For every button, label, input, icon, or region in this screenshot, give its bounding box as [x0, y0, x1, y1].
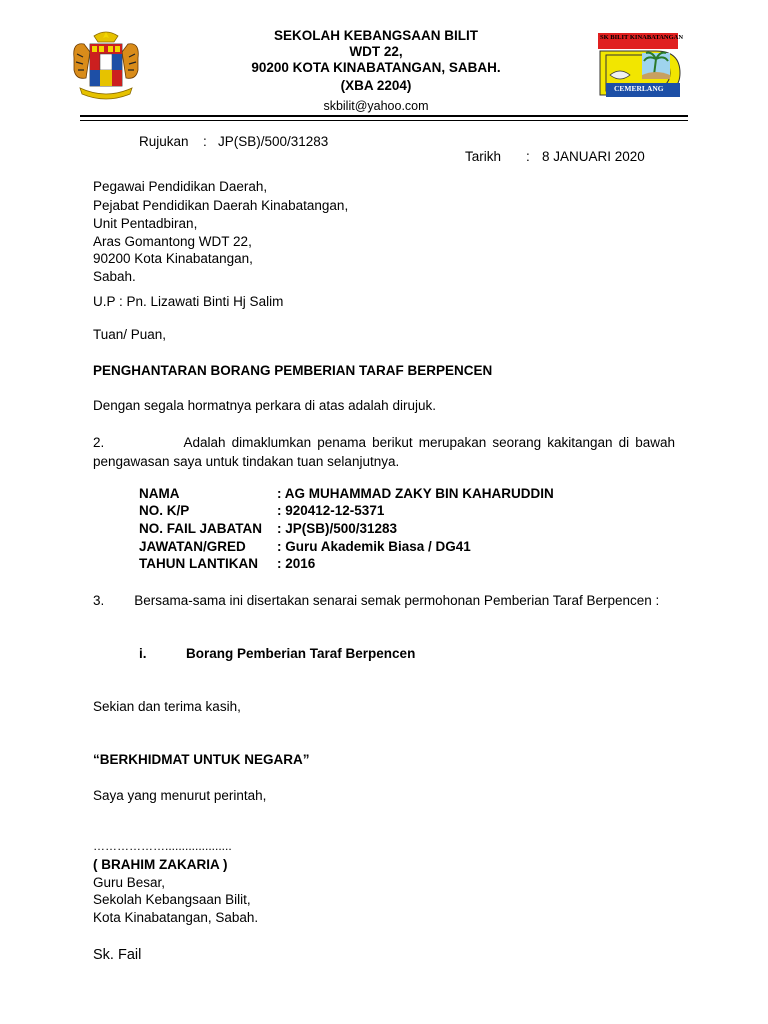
date-value: 8 JANUARI 2020	[542, 149, 645, 164]
school-logo-label: SK BILIT KINABATANGAN	[600, 34, 684, 41]
list-item: Borang Pemberian Taraf Berpencen	[186, 646, 416, 661]
letter-subject: PENGHANTARAN BORANG PEMBERIAN TARAF BERPENCEN	[93, 363, 493, 378]
salutation: Tuan/ Puan,	[93, 327, 167, 342]
recipient-line: Pejabat Pendidikan Daerah Kinabatangan,	[93, 198, 349, 213]
reference-number: JP(SB)/500/31283	[218, 134, 329, 149]
recipient-line: Sabah.	[93, 269, 136, 284]
header-rule-thin	[80, 120, 688, 121]
school-logo	[596, 31, 682, 101]
date-label: Tarikh	[465, 149, 502, 164]
signature-line: ………………....................	[93, 839, 232, 853]
detail-value-name: : AG MUHAMMAD ZAKY BIN KAHARUDDIN	[277, 486, 554, 501]
school-email: skbilit@yahoo.com	[323, 99, 429, 113]
header-rule-thick	[80, 115, 688, 117]
reference-separator: :	[203, 134, 207, 149]
detail-label-position: JAWATAN/GRED	[139, 539, 246, 554]
school-address-line-2: 90200 KOTA KINABATANGAN, SABAH.	[251, 60, 501, 75]
recipient-line: 90200 Kota Kinabatangan,	[93, 251, 253, 266]
paragraph-3: 3. Bersama-sama ini disertakan senarai semak permohonan Pemberian Taraf Berpencen :	[93, 593, 660, 608]
yours-faithfully: Saya yang menurut perintah,	[93, 788, 267, 803]
motto: “BERKHIDMAT UNTUK NEGARA”	[93, 752, 310, 767]
detail-label-file: NO. FAIL JABATAN	[139, 521, 263, 536]
school-address-line-1: WDT 22,	[349, 44, 403, 59]
signatory-title: Sekolah Kebangsaan Bilit,	[93, 892, 251, 907]
attention-line: U.P : Pn. Lizawati Binti Hj Salim	[93, 294, 284, 309]
paragraph-2: 2. Adalah dimaklumkan penama berikut merupakan seorang kakitangan di bawah pengawasan saya untuk tindakan tuan selanjutnya.	[93, 435, 675, 469]
detail-value-year: : 2016	[277, 556, 316, 571]
school-name: SEKOLAH KEBANGSAAN BILIT	[273, 28, 478, 43]
signatory-title: Kota Kinabatangan, Sabah.	[93, 910, 259, 925]
school-code: (XBA 2204)	[340, 78, 412, 93]
signatory-title: Guru Besar,	[93, 875, 166, 890]
detail-label-ic: NO. K/P	[139, 503, 190, 518]
reference-label: Rujukan	[139, 134, 189, 149]
malaysia-coat-of-arms-logo	[68, 30, 144, 102]
detail-value-position: : Guru Akademik Biasa / DG41	[277, 539, 471, 554]
recipient-line: Unit Pentadbiran,	[93, 216, 198, 231]
school-logo-banner: CEMERLANG	[614, 84, 664, 93]
closing-line: Sekian dan terima kasih,	[93, 699, 241, 714]
copy-to: Sk. Fail	[93, 947, 142, 963]
detail-value-ic: : 920412-12-5371	[277, 503, 385, 518]
detail-value-file: : JP(SB)/500/31283	[277, 521, 398, 536]
paragraph-1: Dengan segala hormatnya perkara di atas adalah dirujuk.	[93, 398, 436, 413]
list-item-marker: i.	[139, 646, 147, 661]
date-separator: :	[526, 149, 530, 164]
recipient-line: Aras Gomantong WDT 22,	[93, 234, 252, 249]
signatory-name: ( BRAHIM ZAKARIA )	[93, 857, 228, 872]
detail-label-year: TAHUN LANTIKAN	[139, 556, 258, 571]
recipient-line: Pegawai Pendidikan Daerah,	[93, 179, 268, 194]
detail-label-name: NAMA	[139, 486, 180, 501]
